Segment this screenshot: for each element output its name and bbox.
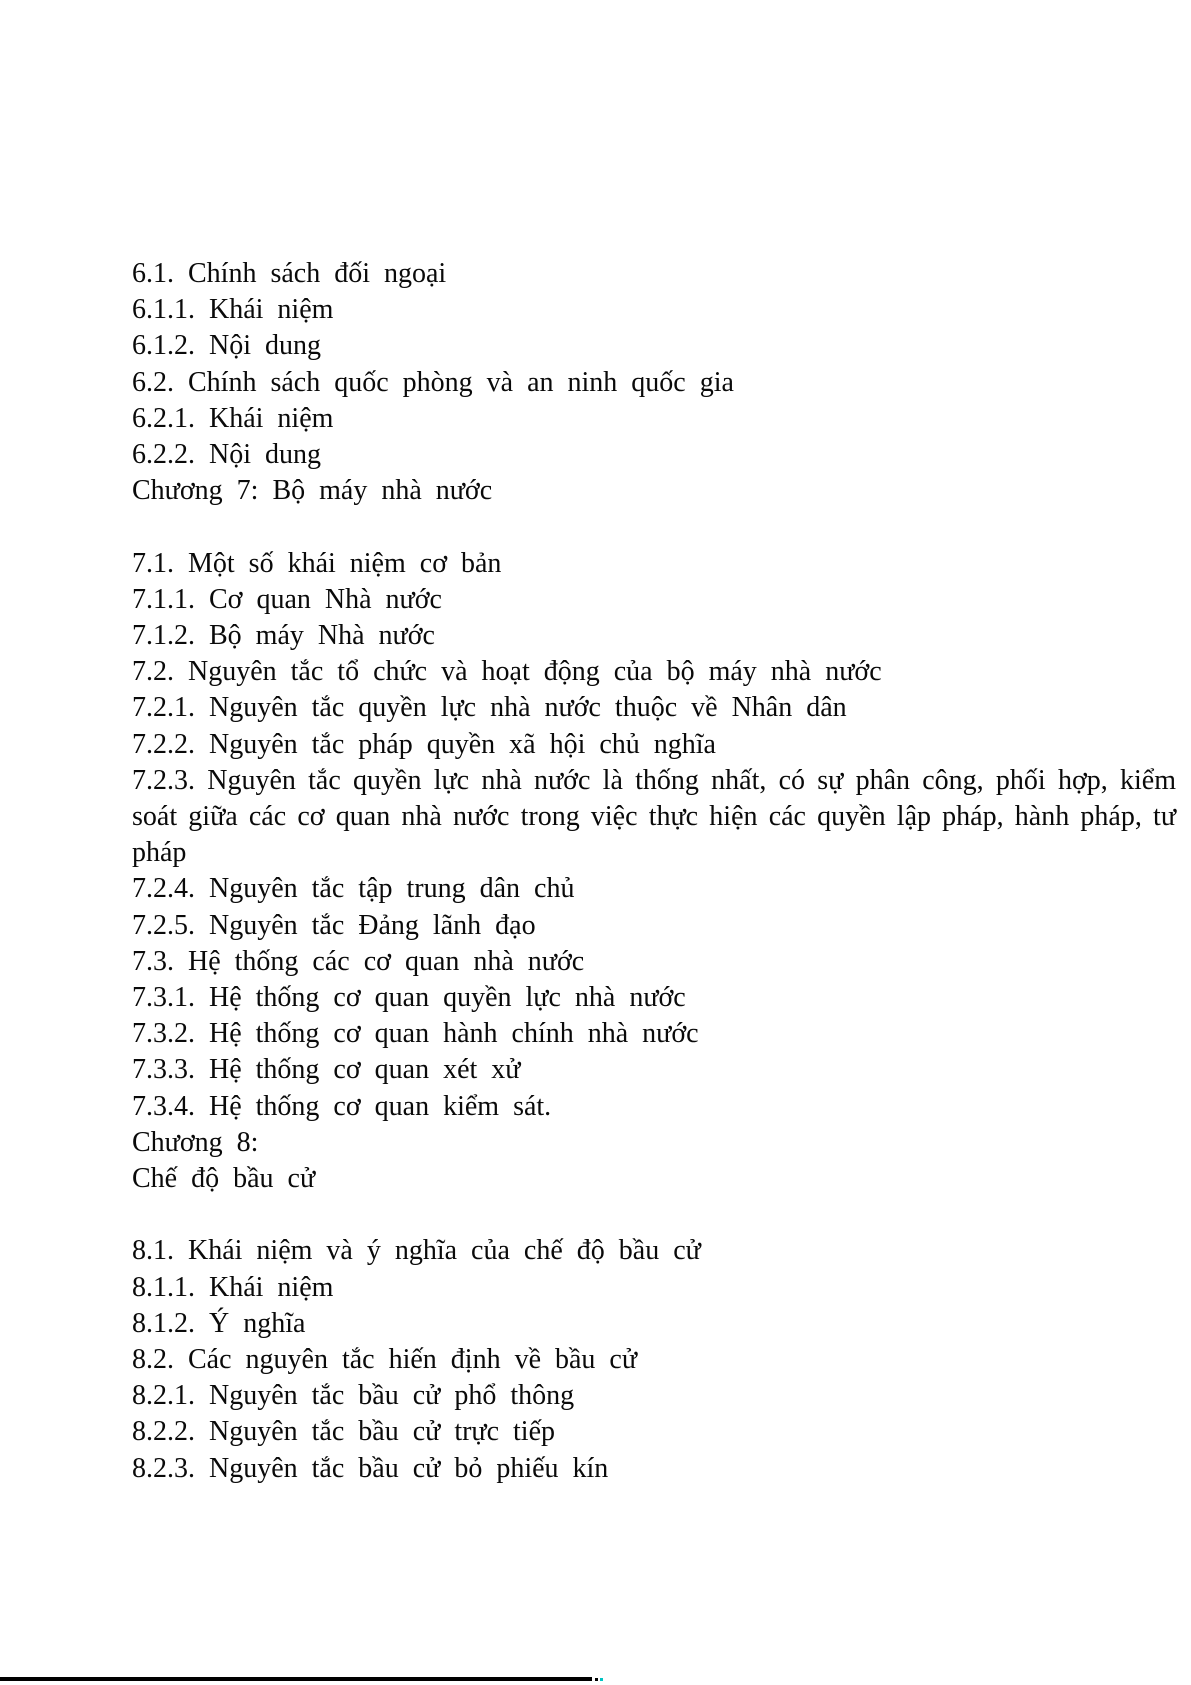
toc-line: pháp	[132, 837, 187, 869]
toc-blank-line	[132, 509, 1176, 545]
toc-blank-line	[132, 1197, 1176, 1233]
toc-line: 7.2.2. Nguyên tắc pháp quyền xã hội chủ nghĩa	[132, 728, 716, 760]
toc-line: 7.3. Hệ thống các cơ quan nhà nước	[132, 945, 585, 977]
toc-line: 7.2.5. Nguyên tắc Đảng lãnh đạo	[132, 909, 536, 941]
toc-line: 8.1.1. Khái niệm	[132, 1271, 334, 1303]
page-content	[132, 256, 1176, 1487]
toc-line: Chương 7: Bộ máy nhà nước	[132, 475, 493, 507]
toc-line: 6.1.1. Khái niệm	[132, 294, 334, 326]
toc-line: 6.2. Chính sách quốc phòng và an ninh quốc gia	[132, 366, 734, 398]
toc-line: 6.2.1. Khái niệm	[132, 402, 334, 434]
footer-artifact-dot-black	[595, 1678, 598, 1681]
toc-line: 7.2.4. Nguyên tắc tập trung dân chủ	[132, 873, 575, 905]
toc-line: Chế độ bầu cử	[132, 1163, 316, 1195]
toc-line: 6.1.2. Nội dung	[132, 330, 321, 362]
toc-line: 7.3.3. Hệ thống cơ quan xét xử	[132, 1054, 521, 1086]
footer-artifact-dot-cyan	[600, 1678, 603, 1681]
toc-line: 8.2. Các nguyên tắc hiến định về bầu cử	[132, 1344, 638, 1376]
toc-line: 7.2. Nguyên tắc tổ chức và hoạt động của bộ máy nhà nước	[132, 656, 882, 688]
toc-line: 6.2.2. Nội dung	[132, 439, 321, 471]
toc-line: 8.2.1. Nguyên tắc bầu cử phổ thông	[132, 1380, 575, 1412]
toc-line: 7.1.2. Bộ máy Nhà nước	[132, 620, 435, 652]
toc-line: 7.2.1. Nguyên tắc quyền lực nhà nước thuộc về Nhân dân	[132, 692, 847, 724]
toc-line: 8.1.2. Ý nghĩa	[132, 1307, 306, 1339]
toc-line: 6.1. Chính sách đối ngoại	[132, 258, 447, 289]
toc-line: 8.2.3. Nguyên tắc bầu cử bỏ phiếu kín	[132, 1452, 609, 1484]
toc-line: soát giữa các cơ quan nhà nước trong việc thực hiện các quyền lập pháp, hành pháp, tư	[132, 801, 1176, 833]
toc-line: 7.3.2. Hệ thống cơ quan hành chính nhà nước	[132, 1018, 699, 1050]
toc-line: 7.2.3. Nguyên tắc quyền lực nhà nước là thống nhất, có sự phân công, phối hợp, kiểm	[132, 764, 1176, 796]
toc-line: 8.2.2. Nguyên tắc bầu cử trực tiếp	[132, 1416, 556, 1448]
toc-line: 8.1. Khái niệm và ý nghĩa của chế độ bầu cử	[132, 1235, 701, 1267]
toc-line: 7.1. Một số khái niệm cơ bản	[132, 547, 502, 579]
toc-line: Chương 8:	[132, 1126, 259, 1158]
footer-rule	[0, 1677, 592, 1681]
toc-line: 7.3.1. Hệ thống cơ quan quyền lực nhà nước	[132, 982, 686, 1014]
toc-line: 7.1.1. Cơ quan Nhà nước	[132, 583, 442, 615]
toc-line: 7.3.4. Hệ thống cơ quan kiểm sát.	[132, 1090, 552, 1122]
